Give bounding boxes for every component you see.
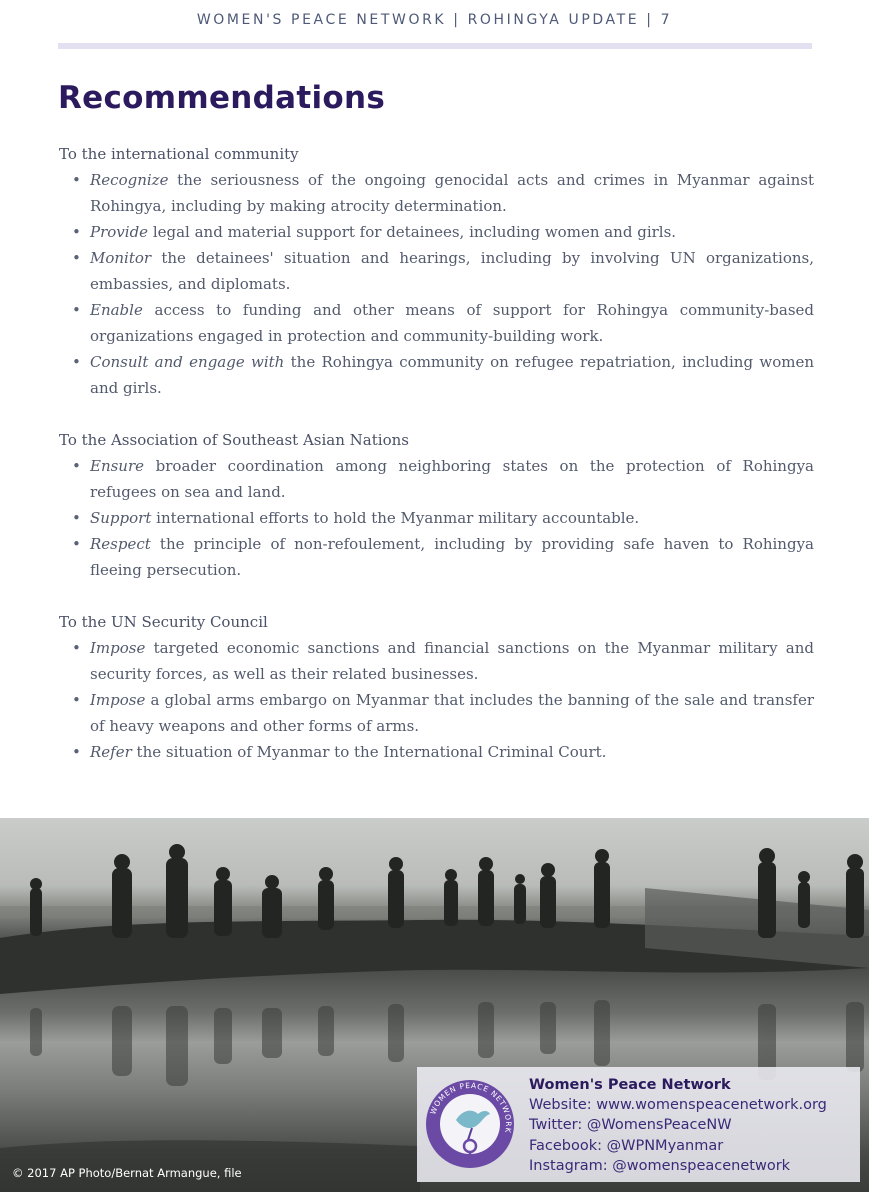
org-name: Women's Peace Network <box>529 1077 731 1093</box>
item-verb: Respect <box>90 535 151 553</box>
page-title: Recommendations <box>58 80 386 116</box>
item-verb: Consult and engage with <box>90 353 285 371</box>
item-verb: Enable <box>90 301 143 319</box>
item-text: a global arms embargo on Myanmar that includes the banning of the sale and transfer of heavy weapons and other forms of arms. <box>90 691 814 735</box>
list-item <box>59 687 814 739</box>
item-text: the principle of non-refoulement, including by providing safe haven to Rohingya fleeing persecution. <box>90 535 814 579</box>
bullet-icon: • <box>72 691 81 709</box>
bullet-icon: • <box>72 457 81 475</box>
photo-credit: © 2017 AP Photo/Bernat Armangue, file <box>12 1166 242 1180</box>
recommendation-list <box>59 453 814 583</box>
item-verb: Provide <box>90 223 149 241</box>
list-item <box>59 349 814 401</box>
contact-info <box>529 1075 827 1176</box>
list-item <box>59 505 814 531</box>
bullet-icon: • <box>72 535 81 553</box>
bullet-icon: • <box>72 223 81 241</box>
item-verb: Recognize <box>90 171 169 189</box>
website-link[interactable]: Website: www.womenspeacenetwork.org <box>529 1097 827 1114</box>
list-item <box>59 453 814 505</box>
list-item <box>59 219 814 245</box>
item-verb: Monitor <box>90 249 152 267</box>
item-text: the situation of Myanmar to the International Criminal Court. <box>131 743 607 761</box>
bullet-icon: • <box>72 743 81 761</box>
list-item <box>59 167 814 219</box>
item-text: broader coordination among neighboring states on the protection of Rohingya refugees on sea and land. <box>90 457 814 501</box>
item-verb: Refer <box>90 743 132 761</box>
list-item <box>59 739 814 765</box>
section-title: To the UN Security Council <box>59 613 268 631</box>
bullet-icon: • <box>72 301 81 319</box>
recommendation-list <box>59 167 814 401</box>
bullet-icon: • <box>72 249 81 267</box>
bullet-icon: • <box>72 353 81 371</box>
logo-ring-text: WOMEN PEACE NETWORK <box>428 1080 514 1135</box>
list-item <box>59 531 814 583</box>
section-international-community <box>59 141 814 401</box>
item-verb: Ensure <box>90 457 145 475</box>
item-text: the detainees' situation and hearings, including by involving UN organizations, embassies, and diplomats. <box>90 249 814 293</box>
recommendations-content <box>59 141 814 791</box>
bullet-icon: • <box>72 509 81 527</box>
item-text: targeted economic sanctions and financial sanctions on the Myanmar military and security forces, as well as their related businesses. <box>90 639 814 683</box>
item-text: international efforts to hold the Myanmar military accountable. <box>151 509 640 527</box>
page-header: WOMEN'S PEACE NETWORK | ROHINGYA UPDATE | 7 <box>196 12 673 28</box>
section-title: To the Association of Southeast Asian Nations <box>59 431 409 449</box>
wpn-logo <box>426 1080 514 1168</box>
section-un-security-council <box>59 609 814 765</box>
recommendation-list <box>59 635 814 765</box>
item-text: the seriousness of the ongoing genocidal acts and crimes in Myanmar against Rohingya, including by making atrocity determination. <box>90 171 814 215</box>
list-item <box>59 245 814 297</box>
item-verb: Impose <box>90 639 146 657</box>
item-verb: Impose <box>90 691 146 709</box>
facebook-link[interactable]: Facebook: @WPNMyanmar <box>529 1137 724 1154</box>
section-title: To the international community <box>59 145 299 163</box>
header-divider <box>58 43 812 49</box>
item-text: access to funding and other means of support for Rohingya community-based organizations engaged in protection and community-building work. <box>90 301 814 345</box>
item-text: legal and material support for detainees, including women and girls. <box>148 223 677 241</box>
list-item <box>59 635 814 687</box>
item-text: the Rohingya community on refugee repatriation, including women and girls. <box>90 353 814 397</box>
logo-emblem <box>426 1080 514 1168</box>
section-asean <box>59 427 814 583</box>
list-item <box>59 297 814 349</box>
bullet-icon: • <box>72 171 81 189</box>
instagram-link[interactable]: Instagram: @womenspeacenetwork <box>529 1157 791 1174</box>
item-verb: Support <box>90 509 152 527</box>
twitter-link[interactable]: Twitter: @WomensPeaceNW <box>529 1117 732 1134</box>
bullet-icon: • <box>72 639 81 657</box>
